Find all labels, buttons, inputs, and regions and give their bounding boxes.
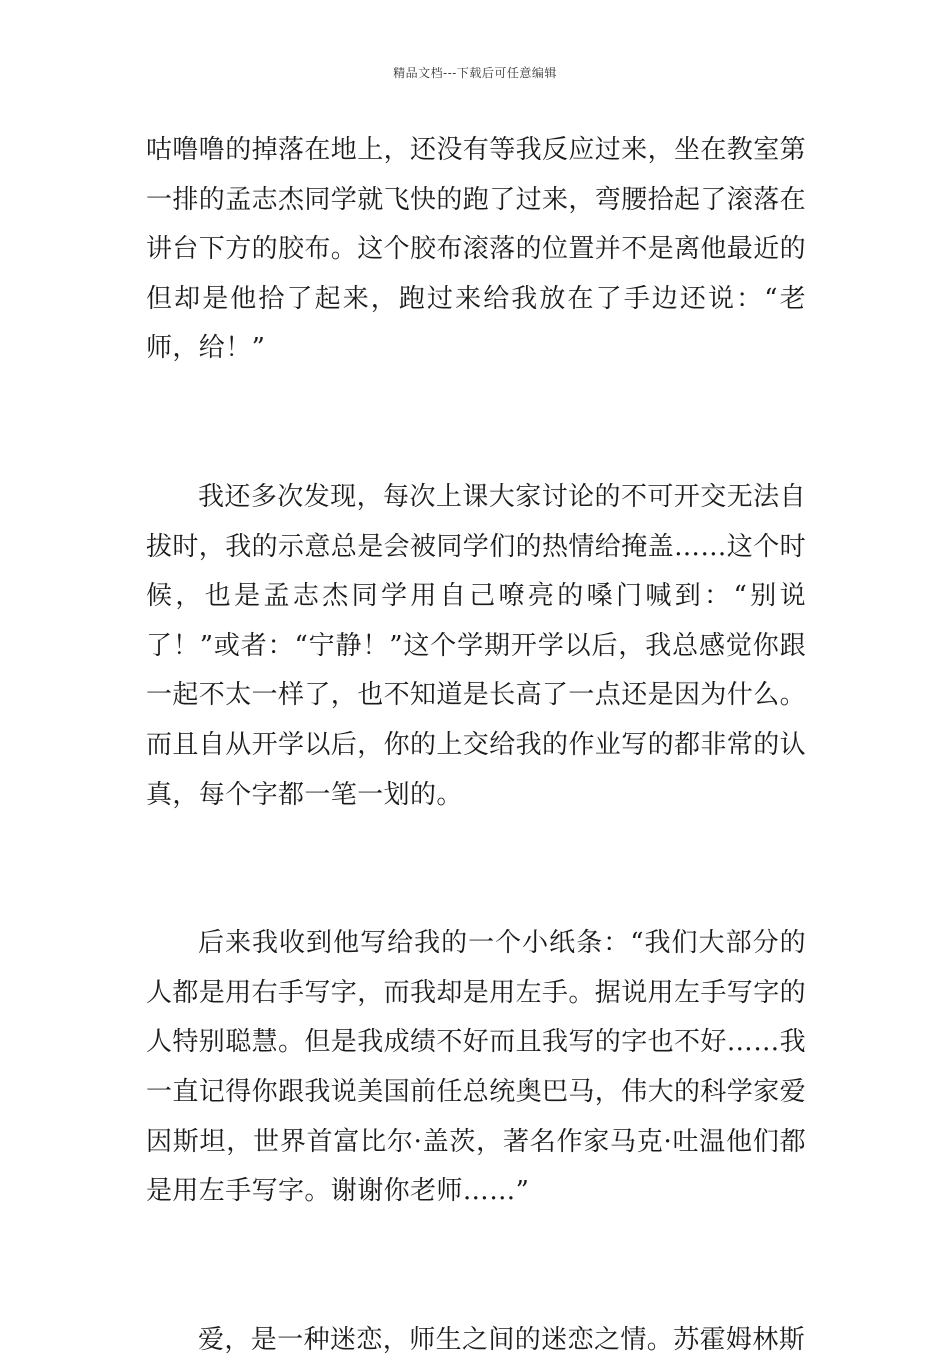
document-body (146, 126, 806, 1365)
paragraph-spacer (146, 374, 806, 473)
paragraph-4: 爱，是一种迷恋，师生之间的迷恋之情。苏霍姆林斯 (198, 1324, 806, 1355)
page-header: 精品文档---下载后可任意编辑 (393, 66, 557, 80)
paragraph-spacer (146, 1217, 806, 1316)
paragraph-spacer (146, 820, 806, 919)
paragraph-3: 后来我收到他写给我的一个小纸条：“我们大部分的人都是用右手写字，而我却是用左手。据说用左手写字的人特别聪慧。但是我成绩不好而且我写的字也不好……我一直记得你跟我说美国前任总统奥巴马，伟大的科学家爱因斯坦，世界首富比尔·盖茨，著名作家马克·吐温他们都是用左手写字。谢谢你老师……” (146, 928, 807, 1207)
paragraph-1: 咕噜噜的掉落在地上，还没有等我反应过来，坐在教室第一排的孟志杰同学就飞快的跑了过来，弯腰拾起了滚落在讲台下方的胶布。这个胶布滚落的位置并不是离他最近的但却是他拾了起来，跑过来给我放在了手边还说：“老师，给！” (146, 135, 807, 364)
paragraph-2: 我还多次发现，每次上课大家讨论的不可开交无法自拔时，我的示意总是会被同学们的热情给掩盖……这个时候，也是孟志杰同学用自己嘹亮的嗓门喊到：“别说了！”或者：“宁静！”这个学期开学以后，我总感觉你跟一起不太一样了，也不知道是长高了一点还是因为什么。而且自从开学以后，你的上交给我的作业写的都非常的认真，每个字都一笔一划的。 (146, 481, 807, 810)
